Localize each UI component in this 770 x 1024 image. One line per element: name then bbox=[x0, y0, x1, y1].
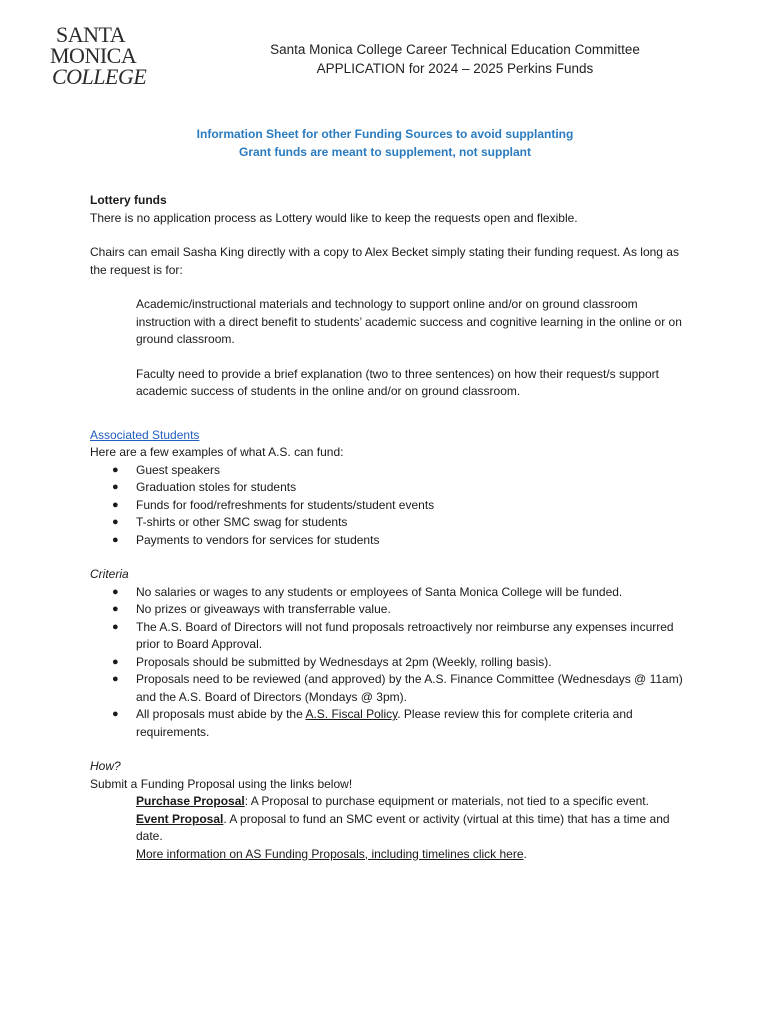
lottery-heading: Lottery funds bbox=[90, 193, 167, 207]
list-item: ● The A.S. Board of Directors will not fund proposals retroactively nor reimburse any expenses incurred prior to Board Approval. bbox=[112, 619, 674, 651]
logo-line-1: SANTA bbox=[56, 22, 126, 47]
list-item: ● No prizes or giveaways with transferrable value. bbox=[90, 601, 688, 619]
bullet-icon: ● bbox=[112, 603, 119, 615]
more-info-line: More information on AS Funding Proposals, including timelines click here. bbox=[136, 846, 527, 861]
college-logo bbox=[50, 22, 147, 100]
more-info-link[interactable]: More information on AS Funding Proposals, including timelines click here bbox=[136, 846, 524, 861]
event-proposal-line: Event Proposal. A proposal to fund an SMC event or activity (virtual at this time) that has a time and date. bbox=[136, 811, 670, 843]
bullet-icon: ● bbox=[112, 708, 119, 720]
how-heading: How? bbox=[90, 759, 121, 773]
associated-students-link[interactable]: Associated Students bbox=[90, 427, 200, 442]
purchase-proposal-line: Purchase Proposal: A Proposal to purchase equipment or materials, not tied to a specific event. bbox=[136, 794, 649, 808]
event-proposal-link[interactable]: Event Proposal bbox=[136, 811, 224, 826]
list-item: ● Proposals need to be reviewed (and approved) by the A.S. Finance Committee (Wednesdays @ 11am) and the A.S. Board of Directors (Mondays @ 3pm). bbox=[112, 672, 683, 704]
list-item: ● T-shirts or other SMC swag for students bbox=[90, 514, 688, 532]
header-line-2: APPLICATION for 2024 – 2025 Perkins Funds bbox=[316, 61, 594, 76]
logo-line-3: COLLEGE bbox=[52, 64, 147, 89]
bullet-icon: ● bbox=[112, 481, 119, 493]
lottery-chairs-text: Chairs can email Sasha King directly with a copy to Alex Becket simply stating their funding request. As long as the request is for: bbox=[90, 245, 679, 277]
criteria-heading: Criteria bbox=[90, 567, 129, 581]
bullet-icon: ● bbox=[112, 620, 119, 633]
supplanting-note bbox=[0, 125, 770, 161]
note-line-2: Grant funds are meant to supplement, not supplant bbox=[238, 145, 532, 159]
lottery-faculty-text: Faculty need to provide a brief explanation (two to three sentences) on how their request/s support academic success of students in the online and/or on ground classroom. bbox=[136, 366, 659, 398]
bullet-icon: ● bbox=[112, 516, 119, 528]
header-line-1: Santa Monica College Career Technical Education Committee bbox=[270, 42, 640, 57]
lottery-materials-text: Academic/instructional materials and technology to support online and/or on ground classroom instruction with a direct benefit to students’ academic success and cognitive learning in the online or on ground classroom. bbox=[136, 297, 682, 346]
list-item: ● Guest speakers bbox=[90, 462, 688, 480]
bullet-icon: ● bbox=[112, 498, 119, 511]
how-intro: Submit a Funding Proposal using the links below! bbox=[90, 776, 353, 791]
document-body bbox=[90, 192, 688, 863]
lottery-intro: There is no application process as Lottery would like to keep the requests open and flexible. bbox=[90, 210, 578, 225]
criteria-list bbox=[90, 584, 688, 742]
bullet-icon: ● bbox=[112, 585, 119, 598]
bullet-icon: ● bbox=[112, 673, 119, 685]
note-line-1: Information Sheet for other Funding Sources to avoid supplanting bbox=[196, 127, 574, 141]
purchase-proposal-link[interactable]: Purchase Proposal bbox=[136, 794, 245, 808]
as-examples-list bbox=[90, 462, 688, 550]
list-item: ● No salaries or wages to any students or employees of Santa Monica College will be funded. bbox=[90, 584, 688, 602]
list-item: ● Funds for food/refreshments for students/student events bbox=[90, 497, 688, 515]
bullet-icon: ● bbox=[112, 533, 119, 546]
logo-line-2: MONICA bbox=[50, 43, 137, 68]
list-item: ● Graduation stoles for students bbox=[90, 479, 688, 497]
bullet-icon: ● bbox=[112, 655, 119, 668]
list-item: ● Payments to vendors for services for students bbox=[90, 532, 688, 550]
fiscal-policy-link[interactable]: A.S. Fiscal Policy bbox=[305, 707, 398, 721]
bullet-icon: ● bbox=[112, 463, 119, 476]
document-header bbox=[140, 40, 770, 78]
as-intro: Here are a few examples of what A.S. can fund: bbox=[90, 445, 344, 459]
list-item: ● Proposals should be submitted by Wednesdays at 2pm (Weekly, rolling basis). bbox=[90, 654, 688, 672]
list-item: ● All proposals must abide by the A.S. Fiscal Policy. Please review this for complete criteria and requirements. bbox=[112, 707, 633, 739]
